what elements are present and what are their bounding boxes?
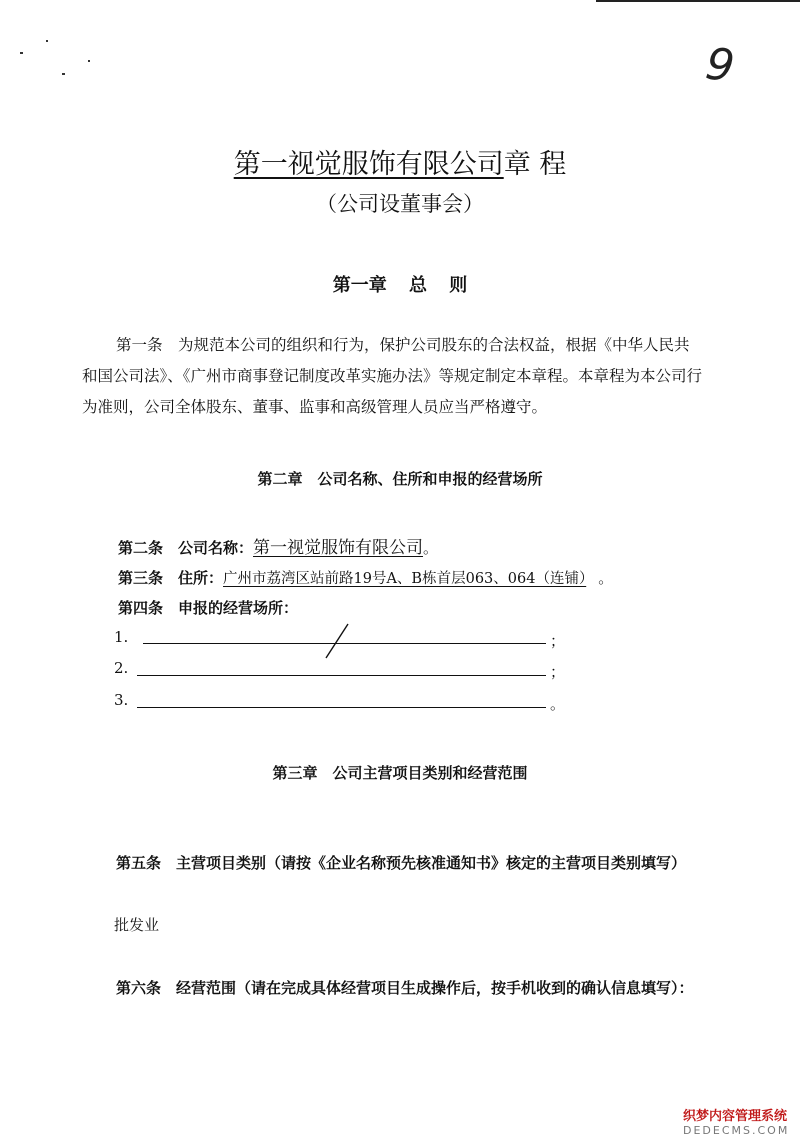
blank-number-2: 2. [114,659,129,677]
article3-row [118,567,613,588]
document-title [0,142,800,181]
blank-end-2: ； [550,663,566,681]
document-subtitle: （公司设董事会） [316,192,484,216]
article3-label: 第三条 住所： [118,569,224,587]
article6-text: 第六条 经营范围（请在完成具体经营项目生成操作后，按手机收到的确认信息填写）： [116,979,694,997]
scan-speck [46,40,48,42]
article2-label: 第二条 公司名称： [118,539,254,557]
article4-row [118,597,298,618]
article5-text: 第五条 主营项目类别（请按《企业名称预先核准通知书》核定的主营项目类别填写） [116,854,687,872]
article4-label: 第四条 申报的经营场所： [118,599,299,617]
article3-end: 。 [598,569,614,587]
watermark-line2: DEDECMS.COM [683,1124,790,1137]
blank-number-3: 3. [114,691,129,709]
scan-speck [62,73,65,75]
chapter3-heading: 第三章 公司主营项目类别和经营范围 [272,764,528,782]
title-suffix: 章 程 [503,149,567,180]
article1-text: 第一条 为规范本公司的组织和行为，保护公司股东的合法权益，根据《中华人民共和国公司法》、《广州市商事登记制度改革实施办法》等规定制定本章程。本章程为本公司行为准则，公司全体股东、董事、监事和高级管理人员应当严格遵守。 [82,336,703,416]
chapter2-heading: 第二章 公司名称、住所和申报的经营场所 [257,470,543,488]
article5-value: 批发业 [114,916,160,934]
article2-end: 。 [423,539,439,557]
scan-edge-line [596,0,800,2]
blank-end-1: ； [550,632,566,650]
company-name-title: 第一视觉服饰有限公司 [233,149,504,180]
scan-speck [20,52,23,54]
chapter1-heading: 第一章 总 则 [332,275,468,296]
handwritten-page-number: 9 [702,38,738,93]
blank-number-1: 1. [114,628,129,646]
blank-line-2 [137,675,546,676]
scan-speck [88,60,90,62]
blank-line-3 [137,707,546,708]
article2-row [118,533,438,558]
company-name-value: 第一视觉服饰有限公司 [253,538,424,558]
watermark [677,1101,798,1143]
strike-through-mark [318,620,358,662]
watermark-line1: 织梦内容管理系统 [683,1109,788,1124]
blank-end-3: 。 [550,695,566,713]
address-value: 广州市荔湾区站前路19号A、B栋首层063、064（连铺） [223,571,587,587]
